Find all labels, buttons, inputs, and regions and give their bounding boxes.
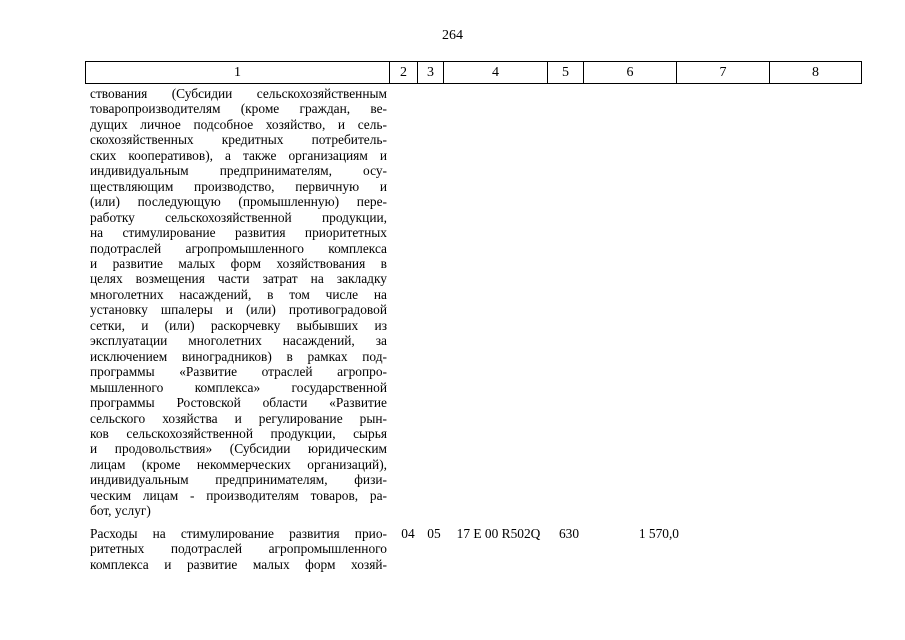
column-header-1: 1: [86, 62, 390, 84]
description-line: скохозяйственных кредитных потребитель-: [90, 132, 387, 148]
cell-amount-col6: 1 570,0: [638, 526, 679, 541]
description-line: программы «Развитие отраслей агропро-: [90, 364, 387, 380]
page-number: 264: [442, 28, 463, 43]
description-line: эксплуатации многолетних насаждений, за: [90, 333, 387, 349]
description-line: ских кооперативов), а также организациям и: [90, 147, 387, 163]
description-line: ствования (Субсидии сельскохозяйственным: [90, 86, 387, 101]
description-line: ществляющим производство, первичную и: [90, 178, 387, 194]
description-line: многолетних насаждений, в том числе на: [90, 286, 387, 302]
description-line: сетки, и (или) раскорчевку выбывших из: [90, 317, 387, 333]
description-line: установку шпалеры и (или) противоградовой: [90, 302, 387, 318]
cell-target-article: 17 Е 00 R502Q: [456, 526, 541, 541]
cell-subsection: 05: [427, 526, 441, 541]
description-line: лицам (кроме некоммерческих организаций),: [90, 456, 387, 472]
description-line: комплекса и развитие малых форм хозяй-: [90, 556, 387, 572]
description-line: исключением виноградников) в рамках под-: [90, 348, 387, 364]
column-header-5: 5: [548, 62, 584, 84]
description-line: целях возмещения части затрат на закладку: [90, 271, 387, 287]
description-line: бот, услуг): [90, 503, 151, 519]
column-header-7: 7: [677, 62, 770, 84]
description-line: подотраслей агропромышленного комплекса: [90, 240, 387, 256]
description-line: сельского хозяйства и регулирование рын-: [90, 410, 387, 426]
cell-expense-type: 630: [558, 526, 580, 541]
description-line: ков сельскохозяйственной продукции, сырья: [90, 425, 387, 441]
column-header-2: 2: [390, 62, 418, 84]
column-header-3: 3: [418, 62, 444, 84]
description-line: на стимулирование развития приоритетных: [90, 225, 387, 241]
description-line: мышленного комплекса» государственной: [90, 379, 387, 395]
description-line: (или) последующую (промышленную) пере-: [90, 194, 387, 210]
description-line: Расходы на стимулирование развития прио-: [90, 526, 387, 541]
cell-section: 04: [401, 526, 415, 541]
column-header-table: [85, 61, 862, 84]
description-line: работку сельскохозяйственной продукции,: [90, 209, 387, 225]
column-header-6: 6: [584, 62, 677, 84]
description-line: дущих личное подсобное хозяйство, и сель-: [90, 116, 387, 132]
description-line: программы Ростовской области «Развитие: [90, 395, 387, 411]
row-description: [90, 86, 387, 519]
column-header-4: 4: [444, 62, 548, 84]
description-line: товаропроизводителям (кроме граждан, ве-: [90, 101, 387, 117]
description-line: ческим лицам - производителям товаров, ра-: [90, 487, 387, 503]
description-line: и продовольствия» (Субсидии юридическим: [90, 441, 387, 457]
description-line: индивидуальным предпринимателям, физи-: [90, 472, 387, 488]
description-line: ритетных подотраслей агропромышленного: [90, 541, 387, 557]
description-line: и развитие малых форм хозяйствования в: [90, 255, 387, 271]
description-line: индивидуальным предпринимателям, осу-: [90, 163, 387, 179]
row-description: [90, 526, 387, 572]
column-header-row: [86, 62, 862, 84]
column-header-8: 8: [770, 62, 862, 84]
